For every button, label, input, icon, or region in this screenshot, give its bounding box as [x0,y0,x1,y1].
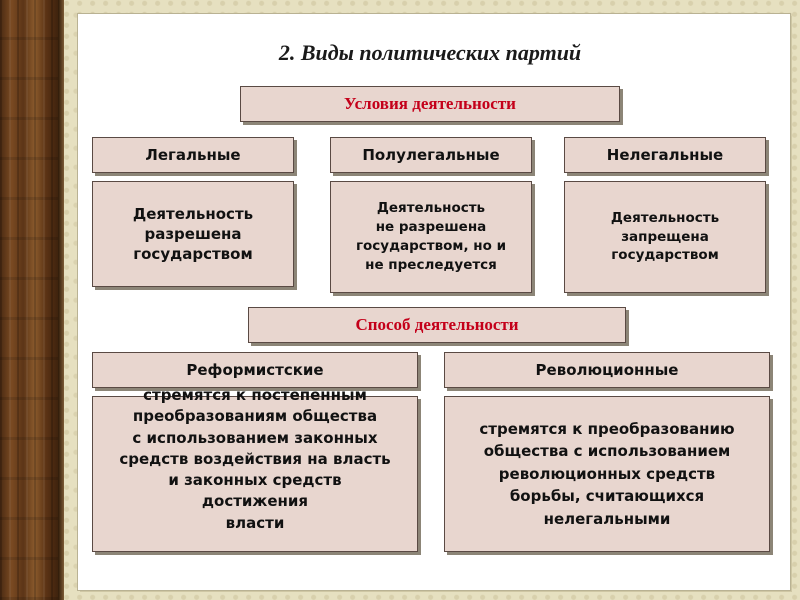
wood-border [0,0,58,600]
illegal-label: Нелегальные [606,145,724,164]
semilegal-label-box [330,137,532,173]
illegal-label-box [564,137,766,173]
illegal-description-box [564,181,766,293]
method-header-label: Способ деятельности [355,314,519,334]
method-header [248,307,626,343]
legal-label: Легальные [145,145,241,164]
slide-title: 2. Виды политических партий [278,40,582,65]
legal-description: Деятельность разрешена государством [132,204,254,264]
legal-description-box [92,181,294,287]
conditions-header-label: Условия деятельности [344,93,516,113]
revolutionary-label-box [444,352,770,388]
revolutionary-description-box [444,396,770,552]
revolutionary-description: стремятся к преобразованию общества с использованием революционных средств борьбы, считающихся нелегальными [479,419,735,528]
reformist-description-box [92,386,418,552]
conditions-header [240,86,620,122]
reformist-description: стремятся к постепенным преобразованиям общества с использованием законных средств воздействия на власть и законных средств достижения власти [119,386,391,532]
semilegal-description-box [330,181,532,293]
legal-label-box [92,137,294,173]
reformist-label-box [92,352,418,388]
reformist-label: Реформистские [186,360,324,379]
revolutionary-label: Революционные [535,360,679,379]
illegal-description: Деятельность запрещена государством [610,209,720,264]
semilegal-label: Полулегальные [362,145,500,164]
semilegal-description: Деятельность не разрешена государством, но и не преследуется [355,200,507,273]
